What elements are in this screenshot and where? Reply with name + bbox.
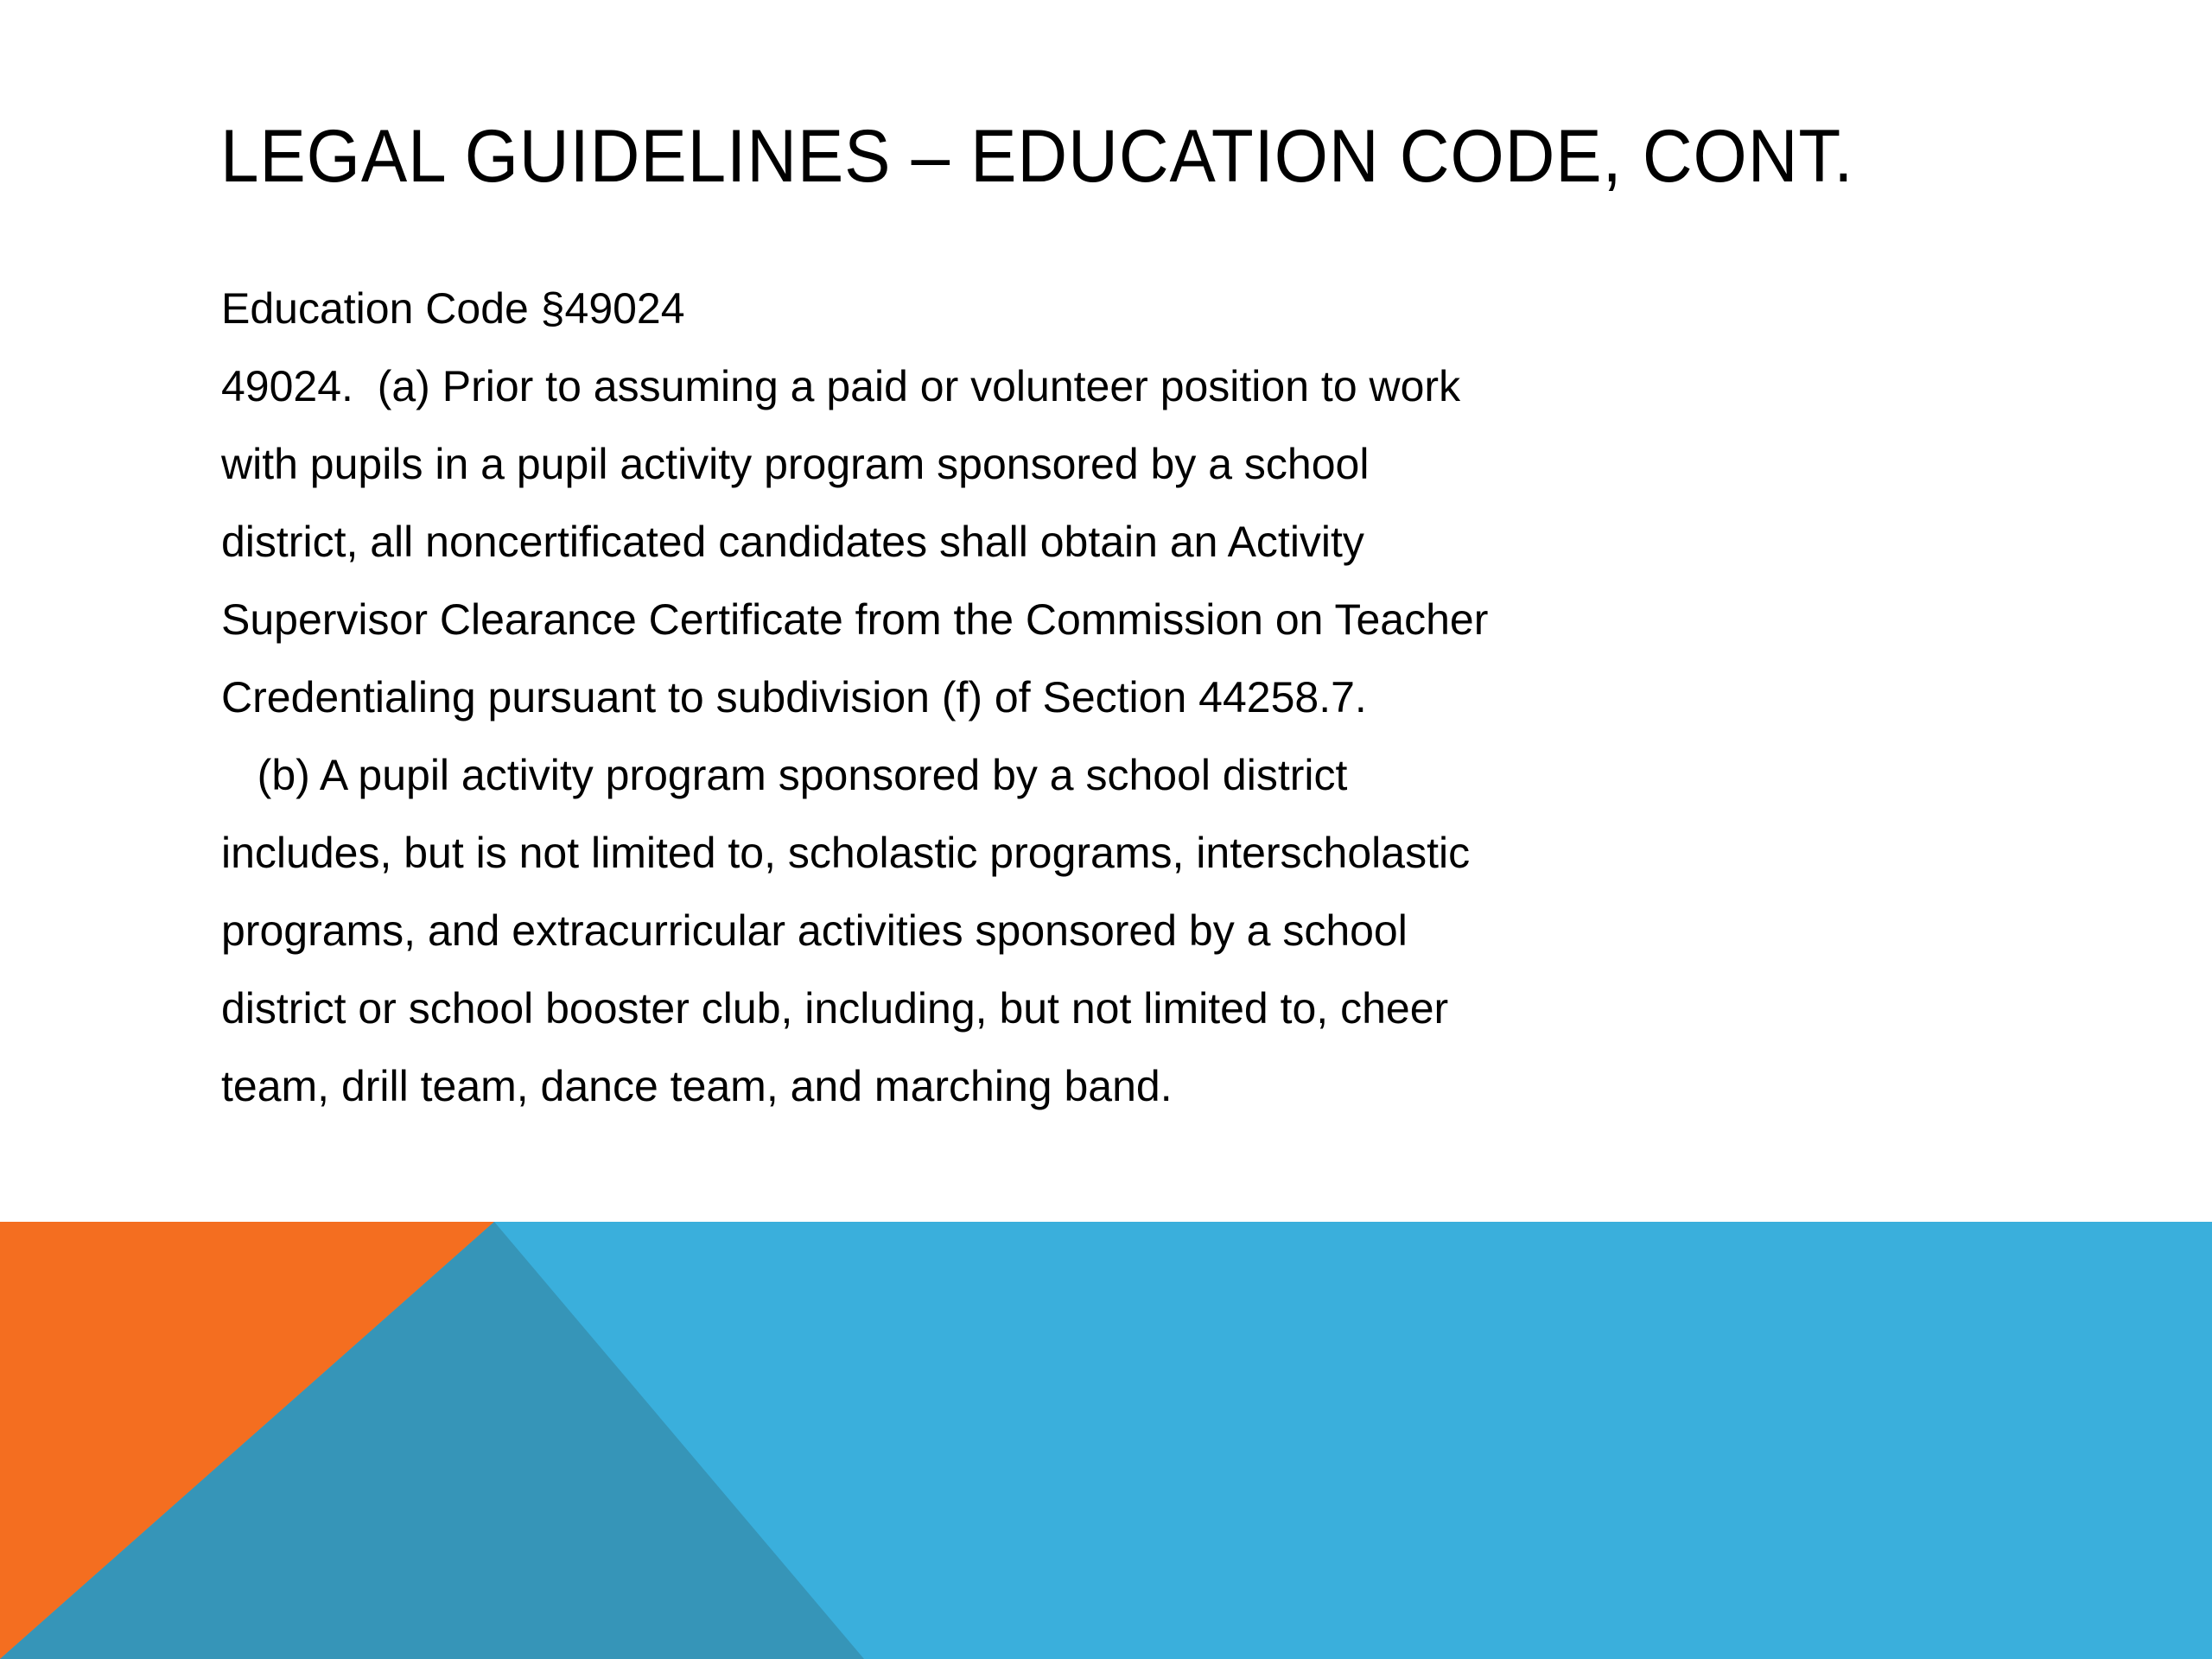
slide-body xyxy=(221,270,1638,1125)
body-line: includes, but is not limited to, scholastic programs, interscholastic xyxy=(221,829,1471,877)
body-line: team, drill team, dance team, and marching band. xyxy=(221,1062,1173,1110)
decorative-banner xyxy=(0,1222,2212,1659)
slide-title: LEGAL GUIDELINES – EDUCATION CODE, CONT. xyxy=(220,115,1854,198)
body-line: Supervisor Clearance Certificate from the Commission on Teacher xyxy=(221,595,1489,644)
body-line: Education Code §49024 xyxy=(221,284,685,333)
body-line: 49024. (a) Prior to assuming a paid or volunteer position to work xyxy=(221,362,1461,410)
body-line: programs, and extracurricular activities sponsored by a school xyxy=(221,906,1408,955)
body-line: (b) A pupil activity program sponsored by a school district xyxy=(221,751,1348,799)
body-line: Credentialing pursuant to subdivision (f) of Section 44258.7. xyxy=(221,673,1367,721)
body-line: district or school booster club, including, but not limited to, cheer xyxy=(221,984,1449,1033)
banner-shapes xyxy=(0,1222,2212,1659)
body-line: with pupils in a pupil activity program sponsored by a school xyxy=(221,440,1370,488)
body-line: district, all noncertificated candidates shall obtain an Activity xyxy=(221,518,1364,566)
